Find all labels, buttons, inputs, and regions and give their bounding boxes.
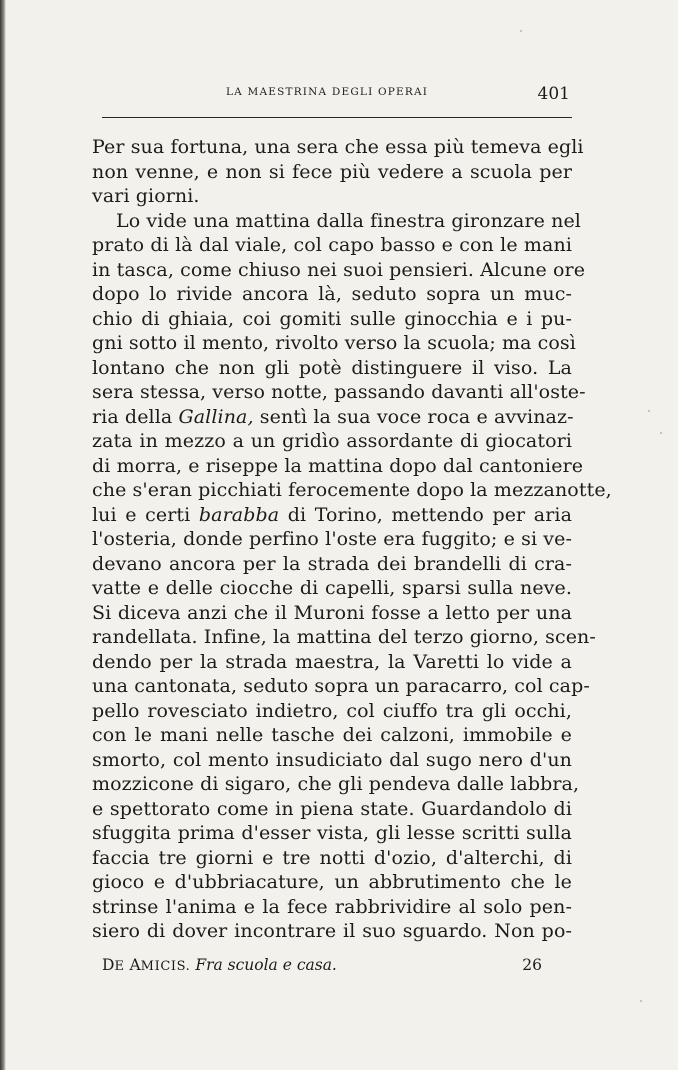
text-line: faccia tre giorni e tre notti d'ozio, d'alterchi, di xyxy=(92,846,572,869)
text-fragment: ria della xyxy=(92,405,179,428)
text-line: vari giorni. xyxy=(92,185,200,207)
text-line: chio di ghiaia, coi gomiti sulle ginocchia e i pu- xyxy=(92,307,572,330)
text-line: strinse l'anima e la fece rabbrividire al solo pen- xyxy=(92,895,572,918)
sheet-number: 26 xyxy=(522,956,542,974)
italic-place-name: Gallina, xyxy=(178,405,254,428)
text-line: mozzicone di sigaro, che gli pendeva dalle labbra, xyxy=(92,773,580,795)
text-line: vatte e delle ciocche di capelli, sparsi sulla neve. xyxy=(92,577,572,599)
author-initial: A xyxy=(129,956,141,974)
text-line: non venne, e non si fece più vedere a scuola per xyxy=(92,160,572,183)
text-line: Si diceva anzi che il Muroni fosse a letto per una xyxy=(92,601,572,624)
text-line: devano ancora per la strada dei brandelli di cra- xyxy=(92,552,572,575)
book-signature xyxy=(102,956,337,974)
paper-speck xyxy=(520,30,522,32)
text-line-with-italic xyxy=(92,405,572,430)
text-line: randellata. Infine, la mattina del terzo giorno, scen- xyxy=(92,626,596,648)
page-footer xyxy=(102,956,542,980)
text-fragment: di Torino, mettendo per aria xyxy=(279,503,573,526)
text-fragment: lui e certi xyxy=(92,503,199,526)
text-line: e spettorato come in piena state. Guardandolo di xyxy=(92,797,572,820)
text-line: pello rovesciato indietro, col ciuffo tra gli occhi, xyxy=(92,699,572,722)
author-initial: D xyxy=(102,956,115,974)
text-line: di morra, e riseppe la mattina dopo dal cantoniere xyxy=(92,454,584,477)
text-line: gioco e d'ubbriacature, un abbrutimento che le xyxy=(92,871,572,893)
text-line: gni sotto il mento, rivolto verso la scuola; ma così xyxy=(92,332,576,354)
text-line: in tasca, come chiuso nei suoi pensieri. Alcune ore xyxy=(92,258,586,281)
text-fragment: sentì la sua voce roca e avvinaz- xyxy=(253,405,574,428)
text-line: Lo vide una mattina dalla finestra gironzare nel xyxy=(116,209,581,232)
text-line: Per sua fortuna, una sera che essa più temeva egli xyxy=(92,136,584,158)
text-line: con le mani nelle tasche dei calzoni, immobile e xyxy=(92,724,572,746)
paper-speck xyxy=(640,1000,642,1002)
author-small-caps: MICIS. xyxy=(140,959,191,974)
page-number: 401 xyxy=(537,84,570,104)
italic-word: barabba xyxy=(198,503,280,526)
paper-speck xyxy=(660,432,662,434)
text-line: smorto, col mento insudiciato dal sugo nero d'un xyxy=(92,748,572,771)
text-line: dopo lo rivide ancora là, seduto sopra un muc- xyxy=(92,283,572,305)
page-spine-shadow xyxy=(0,0,6,1070)
text-line: prato di là dal viale, col capo basso e con le mani xyxy=(92,234,572,256)
body-text xyxy=(92,135,612,944)
text-line: sfuggita prima d'esser vista, gli lesse scritti sulla xyxy=(92,822,572,844)
running-title: LA MAESTRINA DEGLI OPERAI xyxy=(226,86,429,98)
author-small-caps: E xyxy=(114,959,125,974)
text-line: l'osteria, donde perfino l'oste era fuggito; e si ve- xyxy=(92,528,572,550)
text-line-with-italic xyxy=(92,503,572,528)
text-line: dendo per la strada maestra, la Varetti lo vide a xyxy=(92,650,572,673)
text-line: che s'eran picchiati ferocemente dopo la mezzanotte, xyxy=(92,479,612,501)
text-line: lontano che non gli potè distinguere il viso. La xyxy=(92,356,572,379)
paper-speck xyxy=(648,410,650,412)
text-line: una cantonata, seduto sopra un paracarro, col cap- xyxy=(92,675,590,697)
text-line: siero di dover incontrare il suo sguardo. Non po- xyxy=(92,920,572,942)
running-header xyxy=(100,84,572,108)
header-rule xyxy=(102,117,572,118)
text-line: sera stessa, verso notte, passando davanti all'oste- xyxy=(92,381,586,403)
text-line: zata in mezzo a un gridìo assordante di giocatori xyxy=(92,430,572,452)
book-title: Fra scuola e casa. xyxy=(195,956,337,974)
